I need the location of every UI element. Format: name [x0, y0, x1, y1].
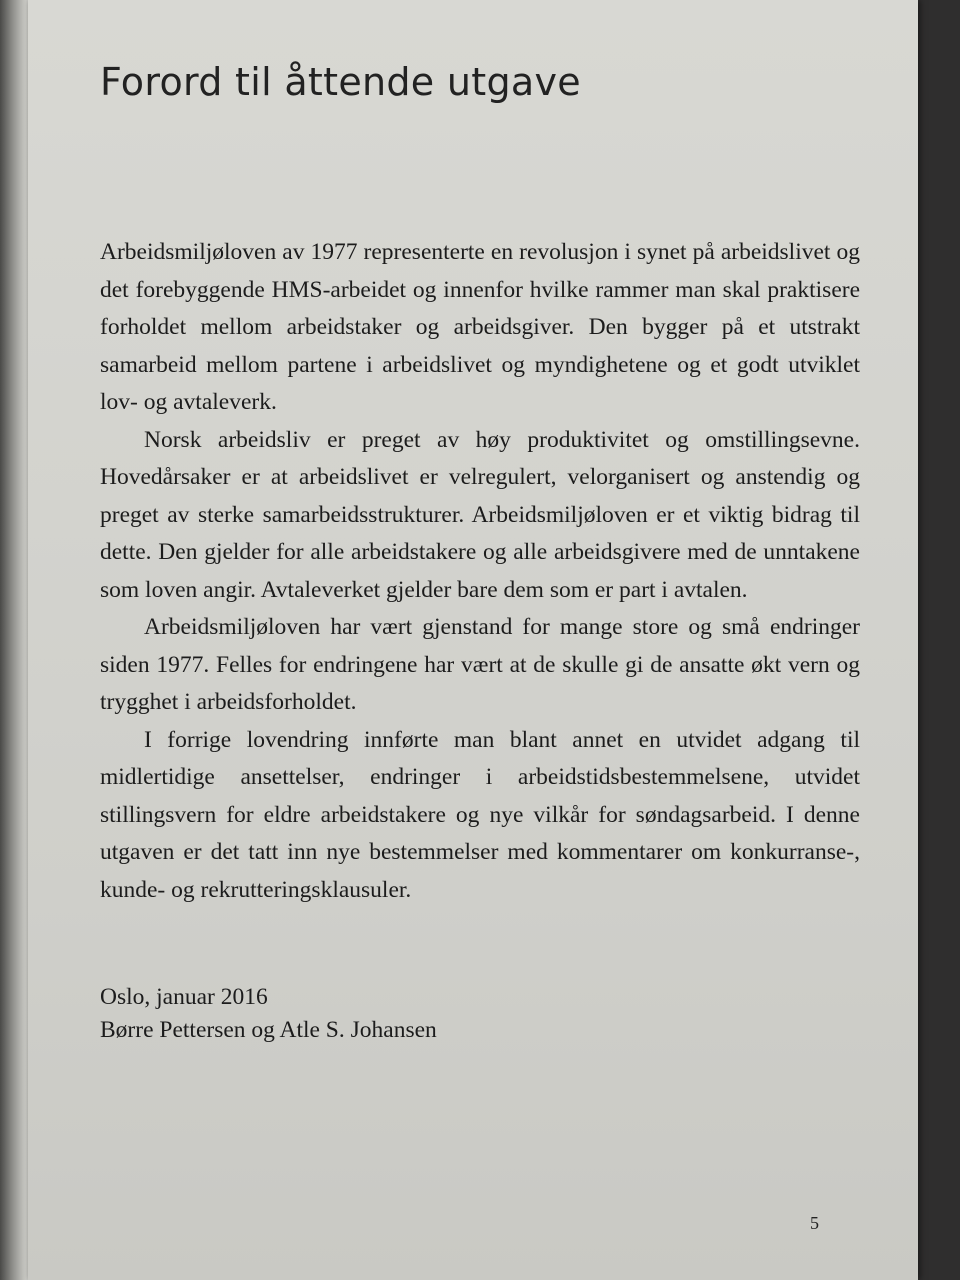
page-title: Forord til åttende utgave	[100, 60, 581, 104]
authors: Børre Pettersen og Atle S. Johansen	[100, 1017, 437, 1043]
signature-block	[100, 981, 860, 1047]
page-content	[100, 60, 860, 1047]
paragraph-4: I forrige lovendring innførte man blant annet en utvidet adgang til midlertidige ansettelser, endringer i arbeidstidsbestemmelsene, utvidet stillingsvern for eldre arbeidstakere og nye vilkår for søndagsarbeid. I denne utgaven er det tatt inn nye bestemmelser med kommentarer om konkurranse-, kunde- og rekrutteringsklausuler.	[100, 726, 860, 903]
preface-body	[100, 234, 860, 909]
page-number: 5	[810, 1213, 819, 1233]
place-date: Oslo, januar 2016	[100, 984, 268, 1010]
paragraph-1: Arbeidsmiljøloven av 1977 representerte en revolusjon i synet på arbeidslivet og det forebyggende HMS-arbeidet og innenfor hvilke rammer man skal praktisere forholdet mellom arbeidstaker og arbeidsgiver. Den bygger på et utstrakt samarbeid mellom partene i arbeidslivet og myndighetene og et godt utviklet lov- og avtaleverk.	[100, 239, 860, 415]
paragraph-2: Norsk arbeidsliv er preget av høy produktivitet og omstillingsevne. Hovedårsaker er at arbeidslivet er velregulert, velorganisert og anstendig og preget av sterke samarbeidsstrukturer. Arbeidsmiljøloven er et viktig bidrag til dette. Den gjelder for alle arbeidstakere og alle arbeidsgivere med de unntakene som loven angir. Avtaleverket gjelder bare dem som er part i avtalen.	[100, 426, 860, 603]
book-page	[28, 0, 918, 1280]
paragraph-3: Arbeidsmiljøloven har vært gjenstand for mange store og små endringer siden 1977. Felles for endringene har vært at de skulle gi de ansatte økt vern og trygghet i arbeidsforholdet.	[100, 614, 860, 715]
